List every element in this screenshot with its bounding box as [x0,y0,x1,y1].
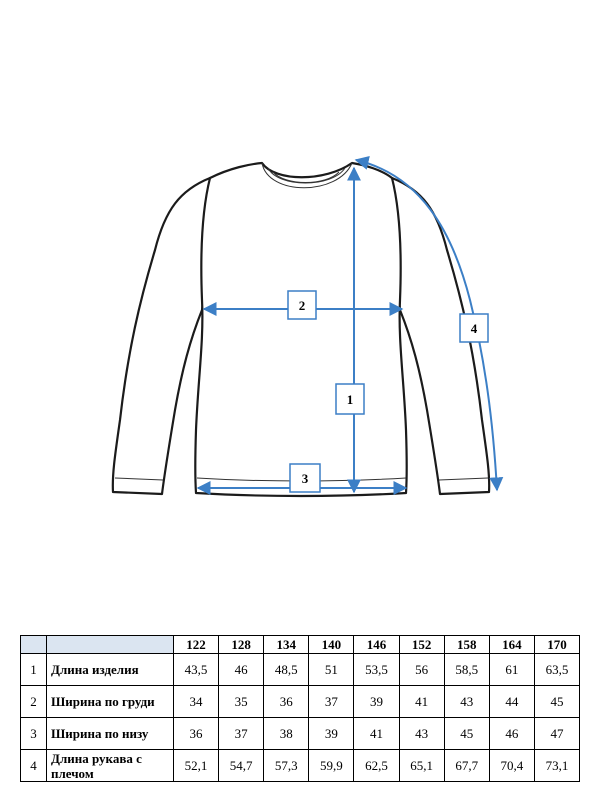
row-label: Ширина по груди [47,686,174,718]
table-cell: 37 [309,686,354,718]
table-cell: 46 [489,718,534,750]
table-cell: 36 [264,686,309,718]
header-size: 140 [309,636,354,654]
marker-1 [336,384,364,414]
table-cell: 48,5 [264,654,309,686]
table-cell: 35 [219,686,264,718]
table-cell: 43 [444,686,489,718]
marker-4-label: 4 [470,321,478,336]
table-cell: 65,1 [399,750,444,782]
header-size: 146 [354,636,399,654]
row-number: 4 [21,750,47,782]
table-row [21,750,580,782]
table-cell: 62,5 [354,750,399,782]
header-size: 158 [444,636,489,654]
header-size: 128 [219,636,264,654]
table-cell: 51 [309,654,354,686]
table-cell: 57,3 [264,750,309,782]
marker-2-label: 2 [298,298,306,313]
header-blank-num [21,636,47,654]
table-cell: 39 [354,686,399,718]
table-cell: 47 [534,718,579,750]
table-header-row [21,636,580,654]
marker-4 [460,314,488,342]
table-cell: 44 [489,686,534,718]
row-number: 1 [21,654,47,686]
marker-2 [288,291,316,319]
table-cell: 43 [399,718,444,750]
table-cell: 61 [489,654,534,686]
table-cell: 41 [354,718,399,750]
marker-3-label: 3 [301,471,309,486]
marker-1-label: 1 [346,392,354,407]
table-cell: 43,5 [174,654,219,686]
table-cell: 39 [309,718,354,750]
table-cell: 34 [174,686,219,718]
table-cell: 52,1 [174,750,219,782]
row-label: Длина изделия [47,654,174,686]
table-cell: 41 [399,686,444,718]
table-cell: 67,7 [444,750,489,782]
table-cell: 58,5 [444,654,489,686]
table-cell: 37 [219,718,264,750]
table-cell: 38 [264,718,309,750]
row-label: Ширина по низу [47,718,174,750]
header-blank-label [47,636,174,654]
table-cell: 56 [399,654,444,686]
table-cell: 70,4 [489,750,534,782]
header-size: 152 [399,636,444,654]
sweater-body [195,163,407,496]
table-cell: 36 [174,718,219,750]
table-cell: 45 [534,686,579,718]
table-cell: 63,5 [534,654,579,686]
table-cell: 73,1 [534,750,579,782]
table-row [21,718,580,750]
marker-3 [290,464,320,492]
header-size: 164 [489,636,534,654]
table-cell: 53,5 [354,654,399,686]
table-cell: 46 [219,654,264,686]
header-size: 170 [534,636,579,654]
row-number: 2 [21,686,47,718]
table-row [21,654,580,686]
row-number: 3 [21,718,47,750]
row-label: Длина рукава с плечом [47,750,174,782]
size-table [20,635,580,782]
table-row [21,686,580,718]
table-cell: 45 [444,718,489,750]
table-cell: 54,7 [219,750,264,782]
table-cell: 59,9 [309,750,354,782]
header-size: 134 [264,636,309,654]
header-size: 122 [174,636,219,654]
